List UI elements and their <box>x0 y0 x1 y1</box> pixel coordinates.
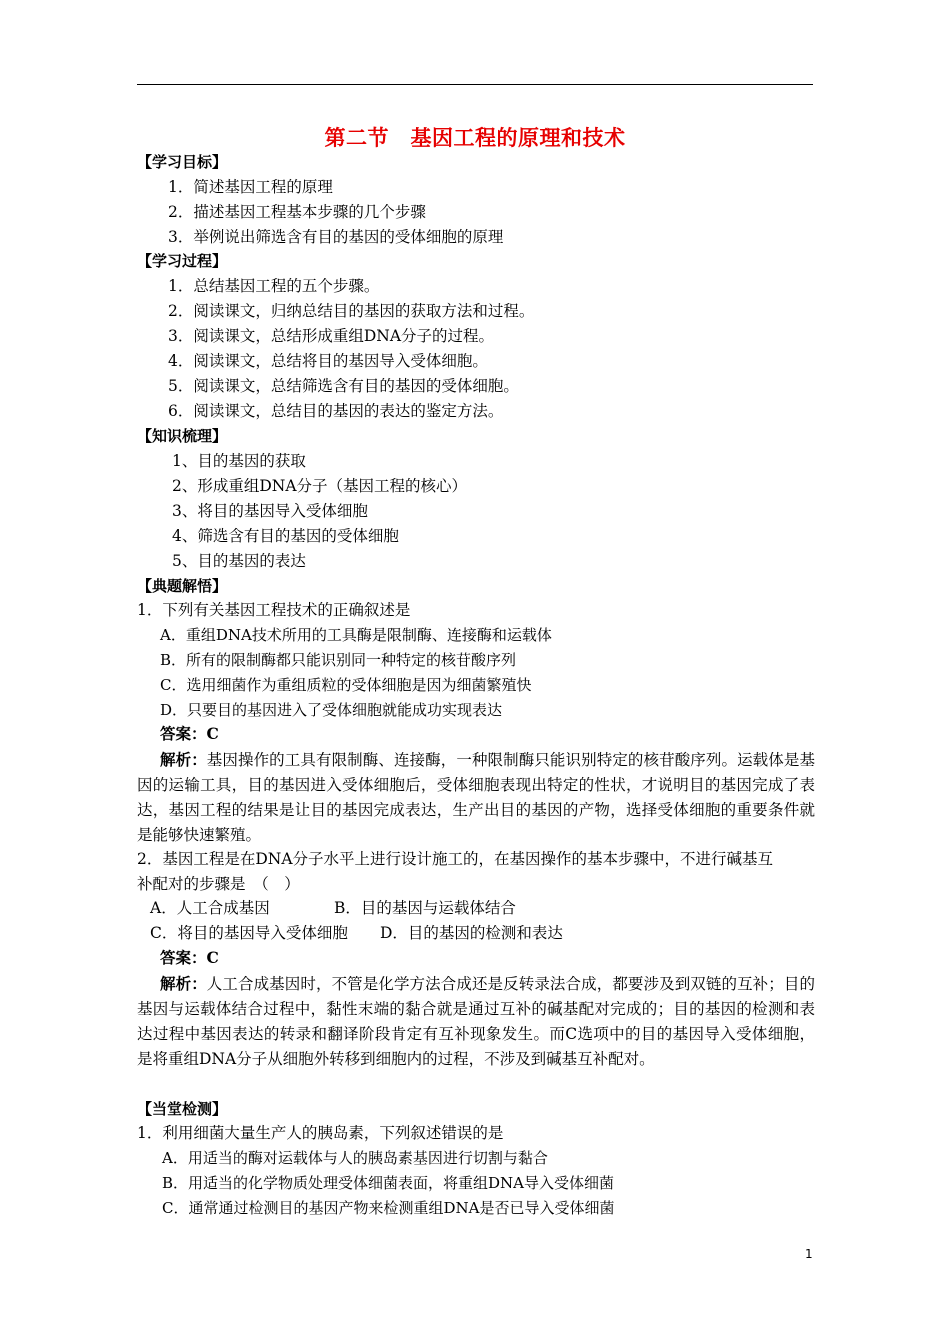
process-item: 5．阅读课文，总结筛选含有目的基因的受体细胞。 <box>168 377 519 395</box>
analysis-text: 基因操作的工具有限制酶、连接酶，一种限制酶只能识别特定的核苷酸序列。运载体是基因的运输工具，目的基因进入受体细胞后，受体细胞表现出特定的性状，才说明目的基因完成了表达，基因工程的结果是让目的基因完成表达，生产出目的基因的产物，选择受体细胞的重要条件就是能够快速繁殖。 <box>137 751 815 844</box>
test-q1-option: A．用适当的酶对运载体与人的胰岛素基因进行切割与黏合 <box>162 1149 548 1167</box>
example-q1-option: C．选用细菌作为重组质粒的受体细胞是因为细菌繁殖快 <box>160 676 532 694</box>
goal-item: 1．简述基因工程的原理 <box>168 178 333 196</box>
knowledge-item: 2、形成重组DNA分子（基因工程的核心） <box>172 477 468 495</box>
knowledge-item: 3、将目的基因导入受体细胞 <box>172 502 368 520</box>
analysis-text: 人工合成基因时，不管是化学方法合成还是反转录法合成，都要涉及到双链的互补；目的基因与运载体结合过程中，黏性末端的黏合就是通过互补的碱基配对完成的；目的基因的检测和表达过程中基因表达的转录和翻译阶段肯定有互补现象发生。而C选项中的目的基因导入受体细胞，是将重组DNA分子从细胞外转移到细胞内的过程，不涉及到碱基互补配对。 <box>137 975 815 1068</box>
knowledge-item: 5、目的基因的表达 <box>172 552 306 570</box>
example-q2-stem-line2: 补配对的步骤是 （ ） <box>137 875 300 893</box>
test-q1-option: C．通常通过检测目的基因产物来检测重组DNA是否已导入受体细菌 <box>162 1199 615 1217</box>
goal-item: 2．描述基因工程基本步骤的几个步骤 <box>168 203 426 221</box>
analysis-label: 解析： <box>160 750 207 769</box>
page-number: 1 <box>805 1247 813 1261</box>
example-q2-option-a: A．人工合成基因 <box>150 899 270 917</box>
process-item: 3．阅读课文，总结形成重组DNA分子的过程。 <box>168 327 495 345</box>
example-q2-answer: 答案：C <box>160 948 219 967</box>
example-q1-analysis <box>137 747 815 848</box>
process-item: 2．阅读课文，归纳总结目的基因的获取方法和过程。 <box>168 302 535 320</box>
test-heading: 【当堂检测】 <box>137 1100 228 1118</box>
example-q2-option-d: D．目的基因的检测和表达 <box>380 924 563 942</box>
header-rule <box>137 84 813 85</box>
example-q2-analysis <box>137 971 815 1072</box>
example-q1-stem: 1．下列有关基因工程技术的正确叙述是 <box>137 601 411 619</box>
example-q2-option-c: C．将目的基因导入受体细胞 <box>150 924 348 942</box>
knowledge-item: 1、目的基因的获取 <box>172 452 306 470</box>
example-q1-option: D．只要目的基因进入了受体细胞就能成功实现表达 <box>160 701 503 719</box>
goal-item: 3．举例说出筛选含有目的基因的受体细胞的原理 <box>168 228 504 246</box>
process-item: 1．总结基因工程的五个步骤。 <box>168 277 380 295</box>
example-q2-stem-line1: 2．基因工程是在DNA分子水平上进行设计施工的，在基因操作的基本步骤中，不进行碱基互 <box>137 850 774 868</box>
example-q1-option: B．所有的限制酶都只能识别同一种特定的核苷酸序列 <box>160 651 517 669</box>
example-q1-option: A．重组DNA技术所用的工具酶是限制酶、连接酶和运载体 <box>160 626 552 644</box>
process-item: 6．阅读课文，总结目的基因的表达的鉴定方法。 <box>168 402 504 420</box>
examples-heading: 【典题解悟】 <box>137 577 228 595</box>
process-item: 4．阅读课文，总结将目的基因导入受体细胞。 <box>168 352 488 370</box>
test-q1-option: B．用适当的化学物质处理受体细菌表面，将重组DNA导入受体细菌 <box>162 1174 615 1192</box>
example-q1-answer: 答案：C <box>160 724 219 743</box>
analysis-label: 解析： <box>160 974 207 993</box>
page-title: 第二节 基因工程的原理和技术 <box>324 126 626 150</box>
knowledge-heading: 【知识梳理】 <box>137 427 228 445</box>
test-q1-stem: 1．利用细菌大量生产人的胰岛素，下列叙述错误的是 <box>137 1124 504 1142</box>
knowledge-item: 4、筛选含有目的基因的受体细胞 <box>172 527 399 545</box>
example-q2-option-b: B．目的基因与运载体结合 <box>334 899 516 917</box>
goals-heading: 【学习目标】 <box>137 153 228 171</box>
process-heading: 【学习过程】 <box>137 252 228 270</box>
